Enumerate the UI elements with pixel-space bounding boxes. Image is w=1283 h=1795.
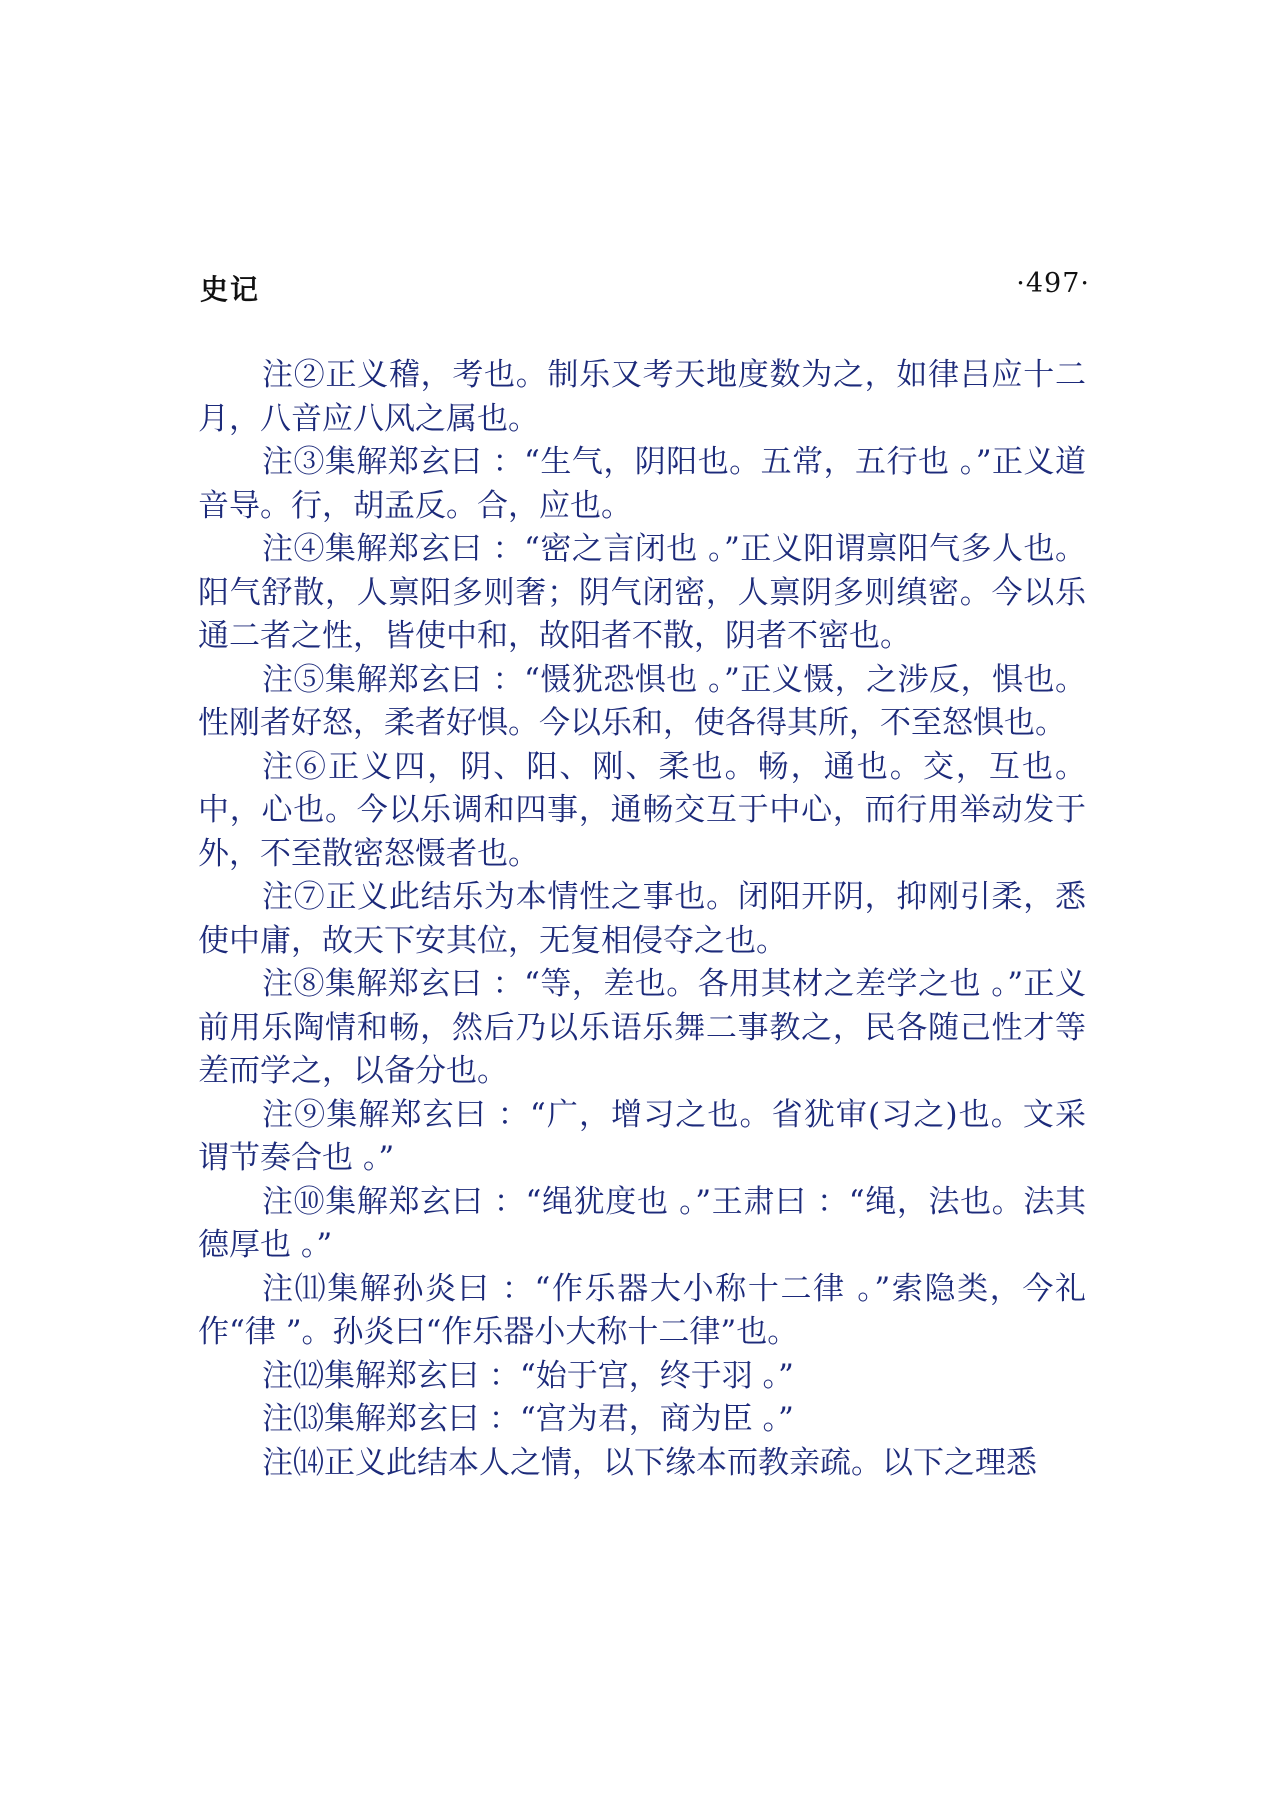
page-number: ·497·: [1016, 268, 1090, 299]
note-paragraph: 注⑩集解郑玄曰 ：“绳犹度也 。”王肃曰 ：“绳，法也。法其德厚也 。”: [198, 1183, 1086, 1263]
note-paragraph: 注⑥正义四，阴、阳、刚、柔也。畅，通也。交，互也。中，心也。今以乐调和四事，通畅交互于中心，而行用举动发于外，不至散密怒慑者也。: [198, 748, 1086, 872]
note-paragraph: 注⑿集解郑玄曰 ：“始于宫，终于羽 。”: [262, 1357, 794, 1394]
note-paragraph: 注⑾集解孙炎曰 ：“作乐器大小称十二律 。”索隐类，今礼作“律 ”。孙炎曰“作乐器小大称十二律”也。: [198, 1270, 1086, 1350]
note-paragraph: 注⑨集解郑玄曰 ：“广，增习之也。省犹审(习之)也。文采谓节奏合也 。”: [198, 1096, 1086, 1176]
note-paragraph: 注⑤集解郑玄曰 ：“慑犹恐惧也 。”正义慑，之涉反，惧也。性刚者好怒，柔者好惧。今以乐和，使各得其所，不至怒惧也。: [198, 661, 1086, 741]
note-paragraph: 注⑦正义此结乐为本情性之事也。闭阳开阴，抑刚引柔，悉使中庸，故天下安其位，无复相侵夺之也。: [198, 879, 1086, 959]
note-paragraph: 注④集解郑玄曰 ：“密之言闭也 。”正义阳谓禀阳气多人也。阳气舒散，人禀阳多则奢；阴气闭密，人禀阴多则缜密。今以乐通二者之性，皆使中和，故阳者不散，阴者不密也。: [198, 531, 1086, 654]
running-title: 史记: [200, 273, 261, 306]
note-paragraph: 注②正义稽，考也。制乐又考天地度数为之，如律吕应十二月，八音应八风之属也。: [198, 357, 1086, 437]
notes-body: [198, 354, 1086, 1485]
note-paragraph: 注⑧集解郑玄曰 ：“等，差也。各用其材之差学之也 。”正义前用乐陶情和畅，然后乃以乐语乐舞二事教之，民各随己性才等差而学之，以备分也。: [198, 966, 1086, 1089]
note-paragraph: 注③集解郑玄曰 ：“生气，阴阳也。五常，五行也 。”正义道音导。行，胡孟反。合，应也。: [198, 444, 1086, 524]
note-paragraph: 注⒁正义此结本人之情，以下缘本而教亲疏。以下之理悉: [262, 1444, 1037, 1481]
note-paragraph: 注⒀集解郑玄曰 ：“宫为君，商为臣 。”: [262, 1401, 794, 1437]
